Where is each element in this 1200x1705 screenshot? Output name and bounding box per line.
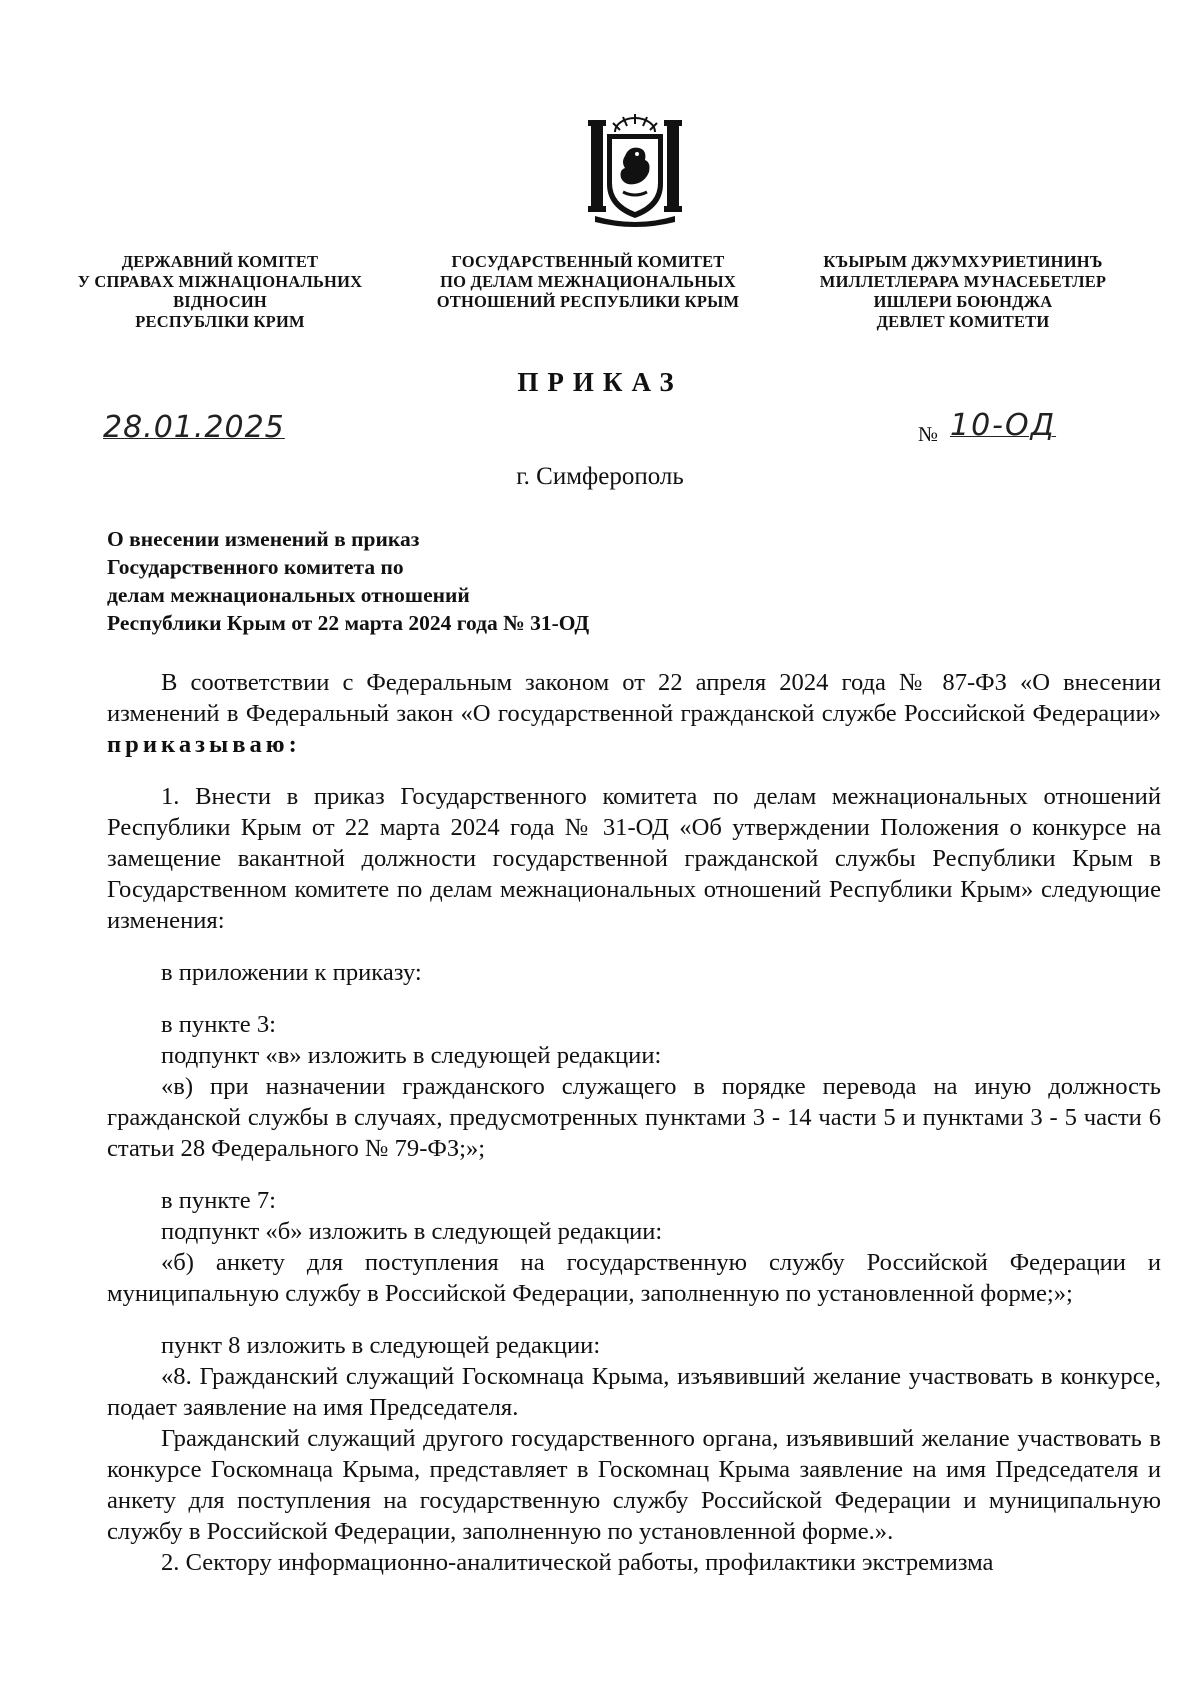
paragraph-item-8: пункт 8 изложить в следующей редакции:: [161, 1332, 601, 1359]
paragraph-subitem-v: подпункт «в» изложить в следующей редакции:: [161, 1042, 662, 1069]
city-line: г. Симферополь: [516, 463, 684, 490]
document-number: 10-ОД: [950, 408, 1057, 443]
intro-paragraph: [107, 667, 1161, 760]
paragraph-item-8-text: «8. Гражданский служащий Госкомнаца Крыма, изъявивший желание участвовать в конкурсе, подает заявление на имя Председателя.: [107, 1363, 1161, 1421]
paragraph-item-8-text-2: Гражданский служащий другого государственного органа, изъявивший желание участвовать в конкурсе Госкомнаца Крыма, представляет в Госкомнац Крыма заявление на имя Председателя и анкету для поступления на государственную службу Российской Федерации и муниципальную службу в Российской Федерации, заполненную по установленной форме.».: [107, 1425, 1161, 1545]
order-subject: О внесении изменений в приказ Государственного комитета по делам межнациональных отношений Республики Крым от 22 марта 2024 года № 31-ОД: [107, 527, 590, 635]
agency-name-ukrainian: ДЕРЖАВНИЙ КОМІТЕТ У СПРАВАХ МІЖНАЦІОНАЛЬНИХ ВІДНОСИН РЕСПУБЛІКИ КРИМ: [77, 252, 363, 331]
number-label: №: [918, 422, 939, 446]
crimea-coat-of-arms-icon: [585, 112, 685, 228]
intro-order-word: приказываю:: [107, 731, 301, 758]
paragraph-item-3: в пункте 3:: [161, 1011, 276, 1038]
order-body: [107, 667, 1161, 1578]
paragraph-2: 2. Сектору информационно-аналитической работы, профилактики экстремизма: [161, 1549, 994, 1576]
paragraph-subitem-b: подпункт «б» изложить в следующей редакции:: [161, 1218, 663, 1245]
paragraph-1: 1. Внести в приказ Государственного комитета по делам межнациональных отношений Республики Крым от 22 марта 2024 года № 31-ОД «Об утверждении Положения о конкурсе на замещение вакантной должности государственной гражданской службы Республики Крым в Государственном комитете по делам межнациональных отношений Республики Крым» следующие изменения:: [107, 783, 1161, 934]
paragraph-annex: в приложении к приказу:: [161, 959, 422, 986]
agency-name-russian: ГОСУДАРСТВЕННЫЙ КОМИТЕТ ПО ДЕЛАМ МЕЖНАЦИОНАЛЬНЫХ ОТНОШЕНИЙ РЕСПУБЛИКИ КРЫМ: [436, 252, 740, 311]
agency-name-crimean-tatar: КЪЫРЫМ ДЖУМХУРИЕТИНИНЪ МИЛЛЕТЛЕРАРА МУНАСЕБЕТЛЕР ИШЛЕРИ БОЮНДЖА ДЕВЛЕТ КОМИТЕТИ: [819, 252, 1107, 331]
intro-text: В соответствии с Федеральным законом от 22 апреля 2024 года № 87-ФЗ «О внесении изменений в Федеральный закон «О государственной гражданской службе Российской Федерации»: [107, 669, 1161, 727]
document-title: ПРИКАЗ: [517, 367, 683, 397]
paragraph-subitem-v-text: «в) при назначении гражданского служащего в порядке перевода на иную должность гражданской службы в случаях, предусмотренных пунктами 3 - 14 части 5 и пунктами 3 - 5 части 6 статьи 28 Федерального № 79-ФЗ;»;: [107, 1073, 1161, 1162]
paragraph-item-7: в пункте 7:: [161, 1187, 276, 1214]
paragraph-subitem-b-text: «б) анкету для поступления на государственную службу Российской Федерации и муниципальную службу в Российской Федерации, заполненную по установленной форме;»;: [107, 1249, 1161, 1307]
document-date: 28.01.2025: [103, 410, 285, 445]
